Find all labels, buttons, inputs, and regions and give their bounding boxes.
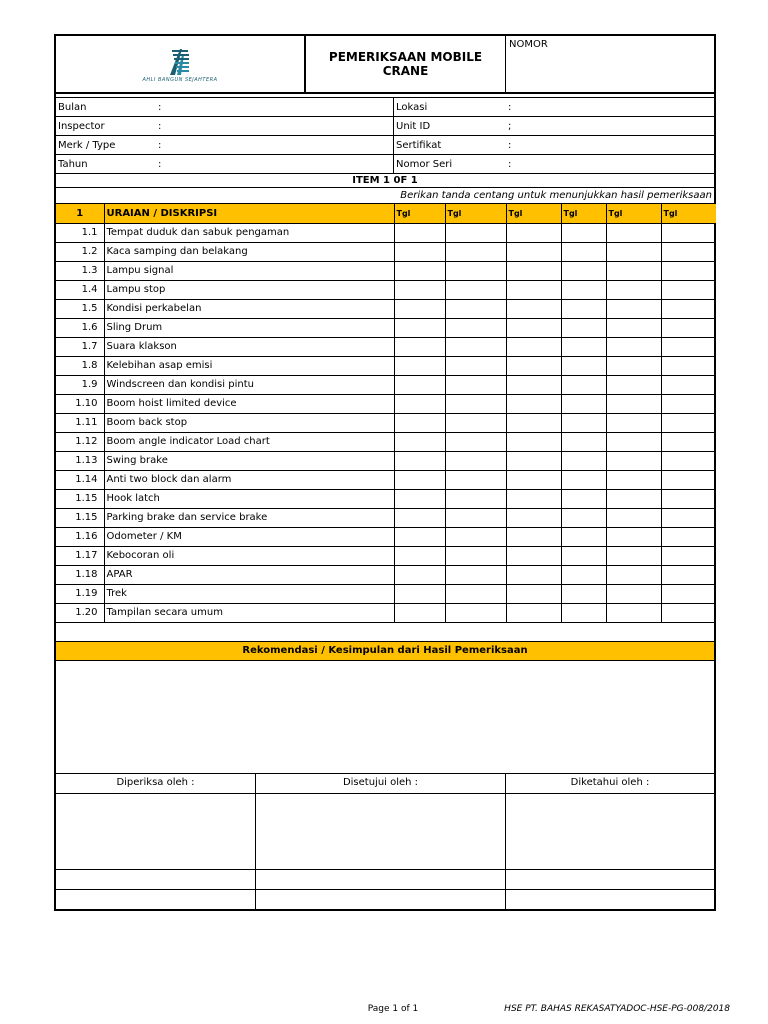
colon: : <box>508 101 512 113</box>
check-cell[interactable] <box>506 413 561 432</box>
date-header[interactable]: Tgl <box>661 204 716 223</box>
check-cell[interactable] <box>394 337 445 356</box>
check-cell[interactable] <box>506 584 561 603</box>
lokasi-field[interactable] <box>394 98 714 116</box>
check-cell[interactable] <box>606 280 661 299</box>
check-cell[interactable] <box>445 375 506 394</box>
check-cell[interactable] <box>506 470 561 489</box>
check-cell[interactable] <box>661 565 716 584</box>
checked-by-signature[interactable] <box>56 794 256 869</box>
check-cell[interactable] <box>606 394 661 413</box>
check-cell[interactable] <box>606 375 661 394</box>
acknowledged-by-label: Diketahui oleh : <box>570 776 650 788</box>
recommendation-textarea[interactable] <box>56 661 714 774</box>
check-cell[interactable] <box>394 489 445 508</box>
check-cell[interactable] <box>506 489 561 508</box>
check-cell[interactable] <box>445 261 506 280</box>
info-row-tahun <box>56 155 714 174</box>
table-row <box>56 413 716 432</box>
check-cell[interactable] <box>394 470 445 489</box>
page-number: Page 1 of 1 <box>367 1004 419 1014</box>
check-cell[interactable] <box>394 299 445 318</box>
approved-by-name[interactable] <box>256 870 506 889</box>
check-cell[interactable] <box>506 356 561 375</box>
colon: : <box>158 139 162 151</box>
item-number: 1.2 <box>56 242 104 261</box>
item-number: 1.15 <box>56 489 104 508</box>
item-description: Anti two block dan alarm <box>104 470 394 489</box>
check-cell[interactable] <box>445 432 506 451</box>
checked-by-name[interactable] <box>56 870 256 889</box>
check-cell[interactable] <box>506 318 561 337</box>
item-number: 1.20 <box>56 603 104 622</box>
check-cell[interactable] <box>561 546 606 565</box>
check-cell[interactable] <box>606 546 661 565</box>
colon: : <box>508 139 512 151</box>
item-number: 1.19 <box>56 584 104 603</box>
check-cell[interactable] <box>506 261 561 280</box>
table-row <box>56 318 716 337</box>
item-description: Hook latch <box>104 489 394 508</box>
check-cell[interactable] <box>606 242 661 261</box>
unit-id-field[interactable] <box>394 117 714 135</box>
check-cell[interactable] <box>561 470 606 489</box>
item-description: Boom angle indicator Load chart <box>104 432 394 451</box>
item-description: Kebocoran oli <box>104 546 394 565</box>
inspection-form <box>54 34 716 911</box>
table-row <box>56 603 716 622</box>
inspector-label: Inspector <box>58 120 105 132</box>
description-header: URAIAN / DISKRIPSI <box>104 204 394 223</box>
check-cell[interactable] <box>445 280 506 299</box>
tahun-field[interactable] <box>56 155 394 173</box>
check-cell[interactable] <box>506 242 561 261</box>
building-logo-icon <box>167 46 193 76</box>
item-description: Suara klakson <box>104 337 394 356</box>
table-row <box>56 432 716 451</box>
check-cell[interactable] <box>561 413 606 432</box>
check-cell[interactable] <box>445 337 506 356</box>
check-cell[interactable] <box>506 603 561 622</box>
check-cell[interactable] <box>506 375 561 394</box>
item-description: Boom hoist limited device <box>104 394 394 413</box>
section-number: 1 <box>56 204 104 223</box>
check-cell[interactable] <box>561 375 606 394</box>
check-cell[interactable] <box>561 603 606 622</box>
check-cell[interactable] <box>561 394 606 413</box>
table-header-row <box>56 204 716 223</box>
check-cell[interactable] <box>561 280 606 299</box>
document-code: HSE PT. BAHAS REKASATYADOC-HSE-PG-008/2018 <box>504 1004 730 1014</box>
item-description: Kaca samping dan belakang <box>104 242 394 261</box>
item-number: 1.4 <box>56 280 104 299</box>
check-cell[interactable] <box>394 603 445 622</box>
item-description: Lampu signal <box>104 261 394 280</box>
check-cell[interactable] <box>394 584 445 603</box>
check-cell[interactable] <box>561 223 606 242</box>
check-cell[interactable] <box>445 413 506 432</box>
nomor-field[interactable] <box>506 36 714 92</box>
check-cell[interactable] <box>445 489 506 508</box>
colon: : <box>508 158 512 170</box>
check-cell[interactable] <box>394 280 445 299</box>
check-cell[interactable] <box>606 261 661 280</box>
item-count: ITEM 1 0F 1 <box>56 174 714 188</box>
check-cell[interactable] <box>661 223 716 242</box>
check-cell[interactable] <box>445 318 506 337</box>
acknowledged-by-name[interactable] <box>506 870 714 889</box>
lokasi-label: Lokasi <box>396 101 428 113</box>
nomor-label: NOMOR <box>509 39 548 50</box>
check-cell[interactable] <box>506 527 561 546</box>
table-row <box>56 280 716 299</box>
check-cell[interactable] <box>561 337 606 356</box>
check-cell[interactable] <box>506 394 561 413</box>
check-cell[interactable] <box>394 318 445 337</box>
check-cell[interactable] <box>561 508 606 527</box>
check-cell[interactable] <box>561 489 606 508</box>
item-number: 1.16 <box>56 527 104 546</box>
check-cell[interactable] <box>606 489 661 508</box>
check-cell[interactable] <box>445 223 506 242</box>
signature-date-row <box>56 890 714 909</box>
item-number: 1.1 <box>56 223 104 242</box>
table-row <box>56 451 716 470</box>
check-cell[interactable] <box>661 489 716 508</box>
item-description: Tempat duduk dan sabuk pengaman <box>104 223 394 242</box>
check-cell[interactable] <box>445 546 506 565</box>
date-header[interactable]: Tgl <box>445 204 506 223</box>
form-header <box>56 36 714 94</box>
check-cell[interactable] <box>394 223 445 242</box>
table-row <box>56 394 716 413</box>
colon: : <box>158 158 162 170</box>
sertifikat-field[interactable] <box>394 136 714 154</box>
check-cell[interactable] <box>606 451 661 470</box>
check-cell[interactable] <box>561 299 606 318</box>
check-cell[interactable] <box>561 318 606 337</box>
check-cell[interactable] <box>661 337 716 356</box>
item-number: 1.14 <box>56 470 104 489</box>
check-cell[interactable] <box>606 470 661 489</box>
check-cell[interactable] <box>445 527 506 546</box>
check-cell[interactable] <box>506 546 561 565</box>
check-cell[interactable] <box>394 375 445 394</box>
check-cell[interactable] <box>394 508 445 527</box>
check-cell[interactable] <box>661 299 716 318</box>
table-row <box>56 242 716 261</box>
check-cell[interactable] <box>661 242 716 261</box>
item-number: 1.6 <box>56 318 104 337</box>
check-cell[interactable] <box>561 356 606 375</box>
check-cell[interactable] <box>661 584 716 603</box>
check-cell[interactable] <box>394 432 445 451</box>
colon: : <box>158 101 162 113</box>
check-cell[interactable] <box>506 223 561 242</box>
check-cell[interactable] <box>561 432 606 451</box>
approved-by-signature[interactable] <box>256 794 506 869</box>
unit-id-label: Unit ID <box>396 120 431 132</box>
item-description: Sling Drum <box>104 318 394 337</box>
check-cell[interactable] <box>661 508 716 527</box>
colon: ; <box>508 120 512 132</box>
item-number: 1.5 <box>56 299 104 318</box>
approved-by-date[interactable] <box>256 890 506 909</box>
item-number: 1.8 <box>56 356 104 375</box>
nomor-seri-field[interactable] <box>394 155 714 173</box>
check-cell[interactable] <box>606 432 661 451</box>
item-description: Trek <box>104 584 394 603</box>
item-number: 1.15 <box>56 508 104 527</box>
table-row <box>56 299 716 318</box>
item-description: Windscreen dan kondisi pintu <box>104 375 394 394</box>
bulan-field[interactable] <box>56 98 394 116</box>
check-cell[interactable] <box>394 527 445 546</box>
check-cell[interactable] <box>561 261 606 280</box>
inspector-field[interactable] <box>56 117 394 135</box>
company-logo <box>56 36 306 92</box>
recommendation-header: Rekomendasi / Kesimpulan dari Hasil Pemeriksaan <box>56 642 714 661</box>
check-cell[interactable] <box>394 356 445 375</box>
item-description: APAR <box>104 565 394 584</box>
info-row-bulan <box>56 98 714 117</box>
check-cell[interactable] <box>606 508 661 527</box>
item-description: Kelebihan asap emisi <box>104 356 394 375</box>
check-cell[interactable] <box>661 603 716 622</box>
check-cell[interactable] <box>661 375 716 394</box>
date-header[interactable]: Tgl <box>506 204 561 223</box>
item-number: 1.18 <box>56 565 104 584</box>
table-row <box>56 546 716 565</box>
checklist-table <box>56 204 716 623</box>
check-cell[interactable] <box>506 508 561 527</box>
check-cell[interactable] <box>394 546 445 565</box>
check-cell[interactable] <box>445 565 506 584</box>
date-header[interactable]: Tgl <box>561 204 606 223</box>
check-cell[interactable] <box>661 394 716 413</box>
table-row <box>56 223 716 242</box>
check-cell[interactable] <box>561 565 606 584</box>
check-cell[interactable] <box>445 242 506 261</box>
item-number: 1.3 <box>56 261 104 280</box>
check-cell[interactable] <box>606 565 661 584</box>
check-cell[interactable] <box>561 242 606 261</box>
check-cell[interactable] <box>561 527 606 546</box>
check-cell[interactable] <box>394 261 445 280</box>
check-cell[interactable] <box>394 413 445 432</box>
signature-name-row <box>56 870 714 890</box>
table-row <box>56 527 716 546</box>
check-cell[interactable] <box>445 603 506 622</box>
signature-header-row <box>56 774 714 794</box>
check-cell[interactable] <box>506 451 561 470</box>
date-header[interactable]: Tgl <box>394 204 445 223</box>
table-row <box>56 261 716 280</box>
check-cell[interactable] <box>445 584 506 603</box>
check-cell[interactable] <box>661 546 716 565</box>
merk-type-label: Merk / Type <box>58 139 116 151</box>
check-cell[interactable] <box>661 318 716 337</box>
table-row <box>56 470 716 489</box>
check-cell[interactable] <box>394 394 445 413</box>
info-row-merk <box>56 136 714 155</box>
check-cell[interactable] <box>661 280 716 299</box>
instruction-note: Berikan tanda centang untuk menunjukkan hasil pemeriksaan <box>56 188 714 204</box>
check-cell[interactable] <box>506 337 561 356</box>
check-cell[interactable] <box>506 432 561 451</box>
check-cell[interactable] <box>445 299 506 318</box>
nomor-seri-label: Nomor Seri <box>396 158 453 170</box>
sertifikat-label: Sertifikat <box>396 139 442 151</box>
merk-type-field[interactable] <box>56 136 394 154</box>
item-description: Swing brake <box>104 451 394 470</box>
check-cell[interactable] <box>661 470 716 489</box>
check-cell[interactable] <box>445 394 506 413</box>
check-cell[interactable] <box>606 318 661 337</box>
date-header[interactable]: Tgl <box>606 204 661 223</box>
check-cell[interactable] <box>661 432 716 451</box>
item-description: Lampu stop <box>104 280 394 299</box>
check-cell[interactable] <box>606 527 661 546</box>
check-cell[interactable] <box>661 413 716 432</box>
check-cell[interactable] <box>661 527 716 546</box>
check-cell[interactable] <box>606 603 661 622</box>
item-number: 1.9 <box>56 375 104 394</box>
check-cell[interactable] <box>561 584 606 603</box>
info-row-inspector <box>56 117 714 136</box>
check-cell[interactable] <box>506 280 561 299</box>
logo-caption: AHLI BANGUN SEJAHTERA <box>142 76 218 83</box>
table-row <box>56 375 716 394</box>
item-description: Tampilan secara umum <box>104 603 394 622</box>
bulan-label: Bulan <box>58 101 87 113</box>
checked-by-date[interactable] <box>56 890 256 909</box>
table-row <box>56 508 716 527</box>
item-number: 1.7 <box>56 337 104 356</box>
table-row <box>56 565 716 584</box>
check-cell[interactable] <box>445 508 506 527</box>
item-number: 1.13 <box>56 451 104 470</box>
check-cell[interactable] <box>606 337 661 356</box>
table-row <box>56 337 716 356</box>
check-cell[interactable] <box>506 299 561 318</box>
colon: : <box>158 120 162 132</box>
check-cell[interactable] <box>394 242 445 261</box>
item-description: Parking brake dan service brake <box>104 508 394 527</box>
check-cell[interactable] <box>606 223 661 242</box>
item-description: Boom back stop <box>104 413 394 432</box>
acknowledged-by-signature[interactable] <box>506 794 714 869</box>
approved-by-label: Disetujui oleh : <box>256 774 506 793</box>
document-title: PEMERIKSAAN MOBILE CRANE <box>306 36 506 92</box>
check-cell[interactable] <box>661 261 716 280</box>
table-row <box>56 584 716 603</box>
check-cell[interactable] <box>606 584 661 603</box>
checked-by-label: Diperiksa oleh : <box>56 774 256 793</box>
item-number: 1.12 <box>56 432 104 451</box>
check-cell[interactable] <box>561 451 606 470</box>
check-cell[interactable] <box>606 356 661 375</box>
tahun-label: Tahun <box>58 158 88 170</box>
check-cell[interactable] <box>606 413 661 432</box>
check-cell[interactable] <box>606 299 661 318</box>
acknowledged-by-date[interactable] <box>506 890 714 909</box>
item-number: 1.10 <box>56 394 104 413</box>
check-cell[interactable] <box>445 451 506 470</box>
item-description: Kondisi perkabelan <box>104 299 394 318</box>
item-description: Odometer / KM <box>104 527 394 546</box>
check-cell[interactable] <box>661 451 716 470</box>
check-cell[interactable] <box>445 470 506 489</box>
item-number: 1.17 <box>56 546 104 565</box>
check-cell[interactable] <box>506 565 561 584</box>
signature-space-row <box>56 794 714 870</box>
spacer-row <box>56 623 714 642</box>
check-cell[interactable] <box>394 565 445 584</box>
check-cell[interactable] <box>394 451 445 470</box>
table-row <box>56 356 716 375</box>
item-number: 1.11 <box>56 413 104 432</box>
check-cell[interactable] <box>661 356 716 375</box>
table-row <box>56 489 716 508</box>
check-cell[interactable] <box>445 356 506 375</box>
